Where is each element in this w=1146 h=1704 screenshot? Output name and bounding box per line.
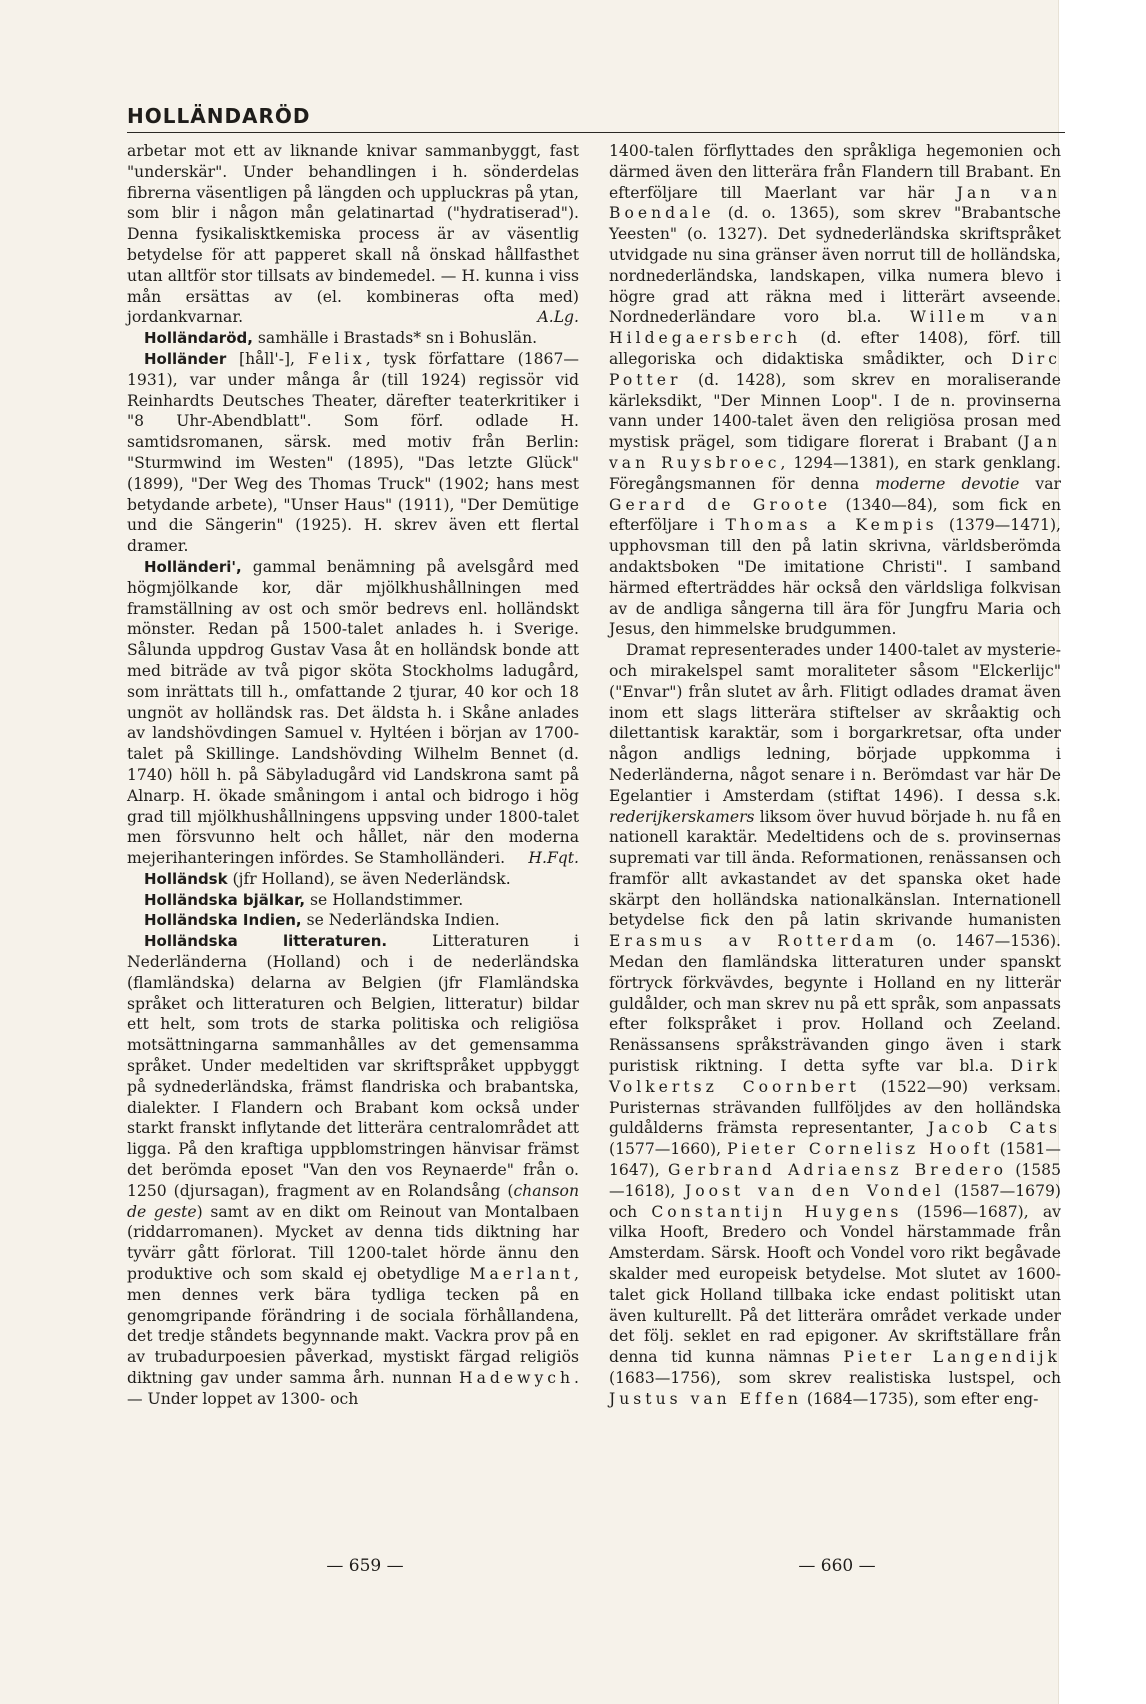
page-number-left: — 659 —	[326, 1556, 404, 1576]
paragraph-text: arbetar mot ett av liknande knivar sammanbyggt, fast "underskär". Under behandlingen i h. sönderdelas fibrerna väsentligen på längden och uppluckras på ytan, som blir i någon mån gelatinartad ("hydratiserad"). Denna fysikalisktkemiska process är av väsentlig betydelse för att papperet skall nå önskad hållfasthet utan alltför stor tillsats av bindemedel. — H. kunna i viss mån ersättas av (el. kombineras ofta med) jordankvarnar.	[127, 142, 579, 327]
paragraph-text: (1587—1679) och	[609, 1181, 1061, 1221]
entry-hollanderi	[127, 557, 579, 869]
author-signature: A.Lg.	[537, 308, 579, 327]
entry-hollandarod	[127, 328, 579, 349]
paragraph-text: (d. o. 1365), som skrev "Brabantsche Yeesten" (o. 1327). Det sydnederländska skriftspråket utvidgade nu sina gränser även norrut till de holländska, nordnederländska, landskapen, vilka numera blevo i högre grad att räkna med i litterärt avseende. Nordnederländare voro bl.a.	[609, 204, 1061, 327]
paragraph	[609, 141, 1061, 640]
entry-text: [håll'-],	[226, 349, 308, 368]
entry-text: (jfr Holland), se även Nederländsk.	[227, 869, 511, 888]
paragraph-text: liksom över huvud började h. nu få en nationell karaktär. Medeltidens och de s. provinsernas supremati var till ända. Reformationen, renässansen och framför allt avkastandet av det spanska oket hade skärpt den holländska nationalkänslan. Internationell betydelse fick den på latin skrivande humanisten	[609, 807, 1061, 930]
paragraph-text: (1596—1687), av vilka Hooft, Bredero och Vondel härstammade från Amsterdam. Särsk. Hooft och Vondel voro rikt begåvade skalder med europeisk betydelse. Mot slutet av 1600-talet gick Holland tillbaka icke endast politiskt utan även kulturellt. På det litterära området verkade under det följ. seklet en rad epigoner. Av skriftställare från denna tid kunna nämnas	[609, 1202, 1061, 1367]
spaced-name: Gerbrand Adriaensz Bredero	[667, 1161, 1007, 1180]
entry-text: se Hollandstimmer.	[305, 890, 464, 909]
italic-term: chanson de geste	[127, 1181, 579, 1221]
entry-text: samhälle i Brastads* sn i Bohuslän.	[252, 329, 538, 348]
paragraph-text: (1683—1756), som skrev realistiska lustspel, och	[609, 1369, 1061, 1388]
spaced-name: Maerlant	[469, 1265, 575, 1284]
paragraph-text: , 1294—1381), en stark genklang. Föregångsmannen för denna	[609, 453, 1061, 493]
paragraph-text: (o. 1467—1536). Medan den flamländska litteraturen under spanskt förtryck förkvävdes, begynte i Holland en ny litterär guldålder, och man skrev nu på ett språk, som anpassats efter folkspråket i prov. Holland och Zeeland. Renässansens språksträvanden gingo även i stark puristisk riktning. I detta syfte var bl.a.	[609, 932, 1062, 1076]
spaced-name: Dirk Volkertsz Coornbert	[609, 1057, 1061, 1096]
spaced-name: Jacob Cats	[927, 1119, 1062, 1138]
entry-hollander	[127, 349, 579, 557]
spaced-name: Pieter Cornelisz Hooft	[727, 1140, 994, 1159]
running-head: HOLLÄNDARÖD	[127, 104, 1065, 133]
entry-text: , men dennes verk bära tydliga tecken på en genomgripande förändring i de sociala förhållandena, det tredje ståndets begynnande makt. Vackra prov på en av trubadurpoesien påverkad, mystiskt färgad religiös diktning gav under samma årh. nunnan	[127, 1265, 579, 1388]
paragraph-text: (1577—1660),	[609, 1140, 728, 1159]
spaced-name: Dirc Potter	[609, 349, 1061, 389]
author-signature: H.Fqt.	[528, 849, 579, 868]
headword: Holländska bjälkar,	[144, 890, 306, 909]
spaced-name: Justus van Effen	[609, 1389, 802, 1408]
paragraph-text: (d. 1428), som skrev en moraliserande kärleksdikt, "Der Minnen Loop". I de n. provinserna vann under 1400-talet även den religiösa prosan med mystisk prägel, som tidigare florerat i Brabant (	[609, 370, 1061, 452]
entry-text: se Nederländska Indien.	[301, 911, 500, 930]
spaced-name: Constantijn Huygens	[651, 1202, 903, 1221]
right-column	[609, 141, 1061, 1410]
entry-text: gammal benämning på avelsgård med högmjölkande kor, där mjölkhushållningen med framställning av ost och smör bedrevs enl. holländskt mönster. Redan på 1500-talet anlades h. i Sverige. Sålunda uppdrog Gustav Vasa åt en holländsk bonde att med biträde av två pigor sköta Stockholms ladugård, som inrättats till h., omfattande 2 tjurar, 40 kor och 18 ungnöt av holländsk ras. Det äldsta h. i Skåne anlades av landshövdingen Samuel v. Hyltéen i början av 1700-talet på Skillinge. Landshövding Wilhelm Bennet (d. 1740) höll h. på Säbyladugård vid Landskrona samt på Alnarp. H. ökade småningom i antal och bidrogo i hög grad till mjölkhushållningens uppsving under 1800-talet men försvunno helt och hållet, när den moderna mejerihanteringen infördes. Se Stamholländeri.	[127, 557, 579, 868]
paragraph-text: 1400-talen förflyttades den språkliga hegemonien och därmed även den litterära från Flandern till Brabant. En efterföljare till Maerlant var här	[609, 142, 1061, 202]
left-column	[127, 141, 579, 1410]
entry-text: ) samt av en dikt om Reinout van Montalbaen (riddarromanen). Mycket av denna tids diktning har tyvärr gått förlorat. Till 1200-talet hörde ännu den produktive och som skald ej obetydlige	[127, 1202, 579, 1284]
entry-text: . — Under loppet av 1300- och	[127, 1369, 579, 1408]
headword: Holländer	[144, 349, 227, 368]
spaced-name: Pieter Langendijk	[843, 1348, 1061, 1367]
entry-hollandska-litteraturen	[127, 931, 579, 1409]
paragraph-text: (1684—1735), som efter eng-	[801, 1389, 1039, 1408]
paragraph-text: (1581—1647),	[609, 1140, 1061, 1180]
spaced-name: Jan van Ruysbroec	[609, 433, 1061, 472]
page-number-right: — 660 —	[798, 1556, 876, 1576]
spaced-name: Hadewych	[458, 1369, 575, 1388]
headword: Holländska Indien,	[144, 911, 302, 930]
entry-text: , tysk författare (1867—1931), var under många år (till 1924) regissör vid Reinhardts Deutsches Theater, därefter teaterkritiker i "8 Uhr-Abendblatt". Som förf. odlade H. samtidsromanen, särsk. med motiv från Berlin: "Sturmwind im Westen" (1895), "Das letzte Glück" (1899), "Der Weg des Thomas Truck" (1902; hans mest betydande arbete), "Unser Haus" (1911), "Der Demütige und die Sängerin" (1925). H. skrev även ett flertal dramer.	[127, 349, 579, 556]
paragraph-text: (1585—1618),	[609, 1161, 1061, 1200]
entry-hollandska-bjalkar	[127, 890, 579, 911]
paragraph-text: (1340—84), som fick en efterföljare i	[609, 495, 1062, 535]
entry-hollandska-indien	[127, 910, 579, 931]
paragraph-text: (1522—90) verksam. Puristernas strävanden fullföljdes av den holländska guldålderns främsta representanter,	[609, 1077, 1062, 1138]
paragraph-text: (1379—1471), upphovsman till den på latin skrivna, världsberömda andaktsboken "De imitatione Christi". I samband härmed efterträddes här också den världsliga folkvisan av de andliga sångerna till ära för Jungfru Maria och Jesus, den himmelske brudgummen.	[609, 516, 1061, 639]
headword: Holländsk	[144, 869, 228, 888]
paragraph-text: Dramat representerades under 1400-talet av mysterie- och mirakelspel samt moraliteter såsom "Elckerlijc" ("Envar") från slutet av årh. Flitigt odlades dramat även inom ett slags litterära stiftelser av skråaktig och dilettantisk karaktär, som i borgarkretsar, ofta under någon andligs ledning, började uppkomma i Nederländerna, något senare i n. Berömdast var här De Egelantier i Amsterdam (stiftat 1496). I dessa s.k.	[609, 641, 1061, 805]
paragraph	[127, 141, 579, 328]
paragraph-text: var	[1019, 474, 1061, 493]
paragraph-text: (d. efter 1408), förf. till allegoriska och didaktiska smådikter, och	[609, 329, 1061, 368]
spaced-name: Gerard de Groote	[609, 495, 832, 514]
spaced-name: Jan van Boendale	[609, 183, 1061, 223]
entry-text: Litteraturen i Nederländerna (Holland) och i de nederländska (flamländska) delarna av Belgien (jfr Flamländska språket och litteraturen och Belgien, litteratur) bildar ett helt, som trots de starka politiska och religiösa motsättningarna sammanhålles av det gemensamma språket. Under medeltiden var skriftspråket uppbyggt på sydnederländska, främst flandriska och brabantska, dialekter. I Flandern och Brabant kom också under starkt franskt inflytande det litterära centralområdet att ligga. På den kraftiga uppblomstringen hänvisar främst det berömda eposet "Van den vos Reynaerde" från o. 1250 (djursagan), fragment av en Rolandsång (	[127, 932, 580, 1200]
headword: Holländska litteraturen.	[144, 932, 388, 951]
spaced-name: Thomas a Kempis	[725, 516, 938, 535]
paragraph	[609, 640, 1061, 1409]
spaced-name: Felix	[307, 349, 366, 368]
entry-hollandsk	[127, 869, 579, 890]
spaced-name: Willem van Hildegaersberch	[609, 308, 1061, 348]
italic-term: moderne devotie	[875, 474, 1020, 493]
spaced-name: Joost van den Vondel	[685, 1181, 945, 1200]
italic-term: rederijkerskamers	[609, 807, 755, 826]
headword: Holländeri',	[144, 557, 242, 576]
spaced-name: Erasmus av Rotterdam	[609, 932, 898, 951]
headword: Holländaröd,	[144, 329, 253, 348]
